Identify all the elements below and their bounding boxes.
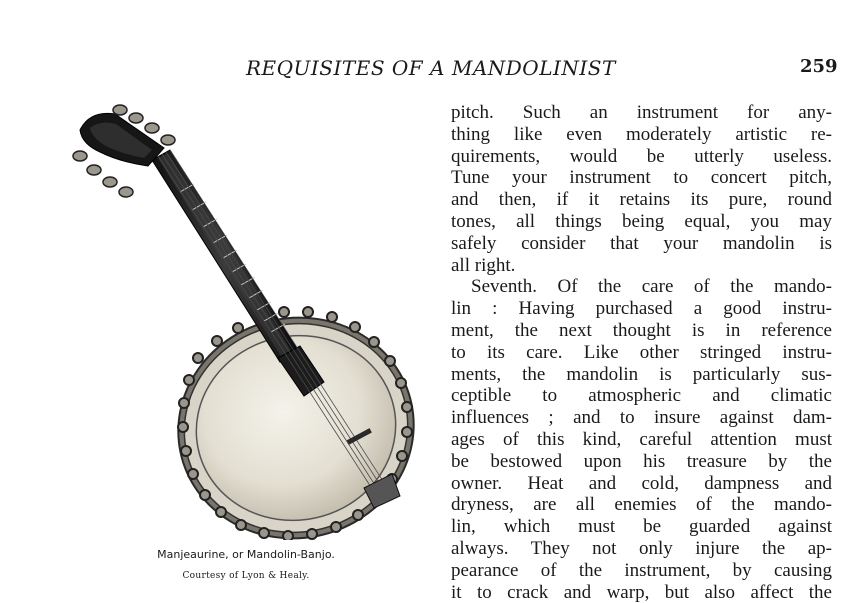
text-line: ments, the mandolin is particularly sus- <box>451 363 832 385</box>
banjo-mandolin-drawing <box>60 100 430 540</box>
running-head <box>0 56 868 86</box>
banjo-mandolin-illustration <box>60 100 430 540</box>
paragraph-start-line: Seventh. Of the care of the mando- <box>471 276 832 298</box>
text-line: always. They not only injure the ap- <box>451 537 832 559</box>
headstock <box>80 113 164 166</box>
text-line: influences ; and to insure against dam- <box>451 407 832 429</box>
text-line: pearance of the instrument, by causing <box>451 559 832 581</box>
banjo-neck <box>152 150 298 362</box>
text-line: ages of this kind, careful attention must <box>451 428 832 450</box>
text-line: pitch. Such an instrument for any- <box>451 102 832 123</box>
text-line: quirements, would be utterly useless. <box>451 145 832 167</box>
text-line: ment, the next thought is in reference <box>451 319 832 341</box>
text-line: dryness, are all enemies of the mando- <box>451 494 832 516</box>
figure-credit: Courtesy of Lyon & Healy. <box>182 571 310 581</box>
text-line: and then, if it retains its pure, round <box>451 189 832 211</box>
text-line: thing like even moderately artistic re- <box>451 123 832 145</box>
text-line: all right. <box>451 254 516 276</box>
text-line: safely consider that your mandolin is <box>451 232 832 254</box>
text-line: to its care. Like other stringed instru- <box>451 341 832 363</box>
text-line: ceptible to atmospheric and climatic <box>451 385 832 407</box>
text-line: be bestowed upon his treasure by the <box>451 450 832 472</box>
text-line: tones, all things being equal, you may <box>451 210 832 232</box>
text-line: lin : Having purchased a good instru- <box>451 298 832 320</box>
running-title: REQUISITES OF A MANDOLINIST <box>246 56 616 80</box>
body-text-column <box>451 102 832 603</box>
figure-caption: Manjeaurine, or Mandolin-Banjo. <box>157 548 335 561</box>
text-line: lin, which must be guarded against <box>451 516 832 538</box>
text-line: it to crack and warp, but also affect the <box>451 581 832 603</box>
text-line: owner. Heat and cold, dampness and <box>451 472 832 494</box>
page-number: 259 <box>800 56 838 77</box>
text-line: Tune your instrument to concert pitch, <box>451 167 832 189</box>
